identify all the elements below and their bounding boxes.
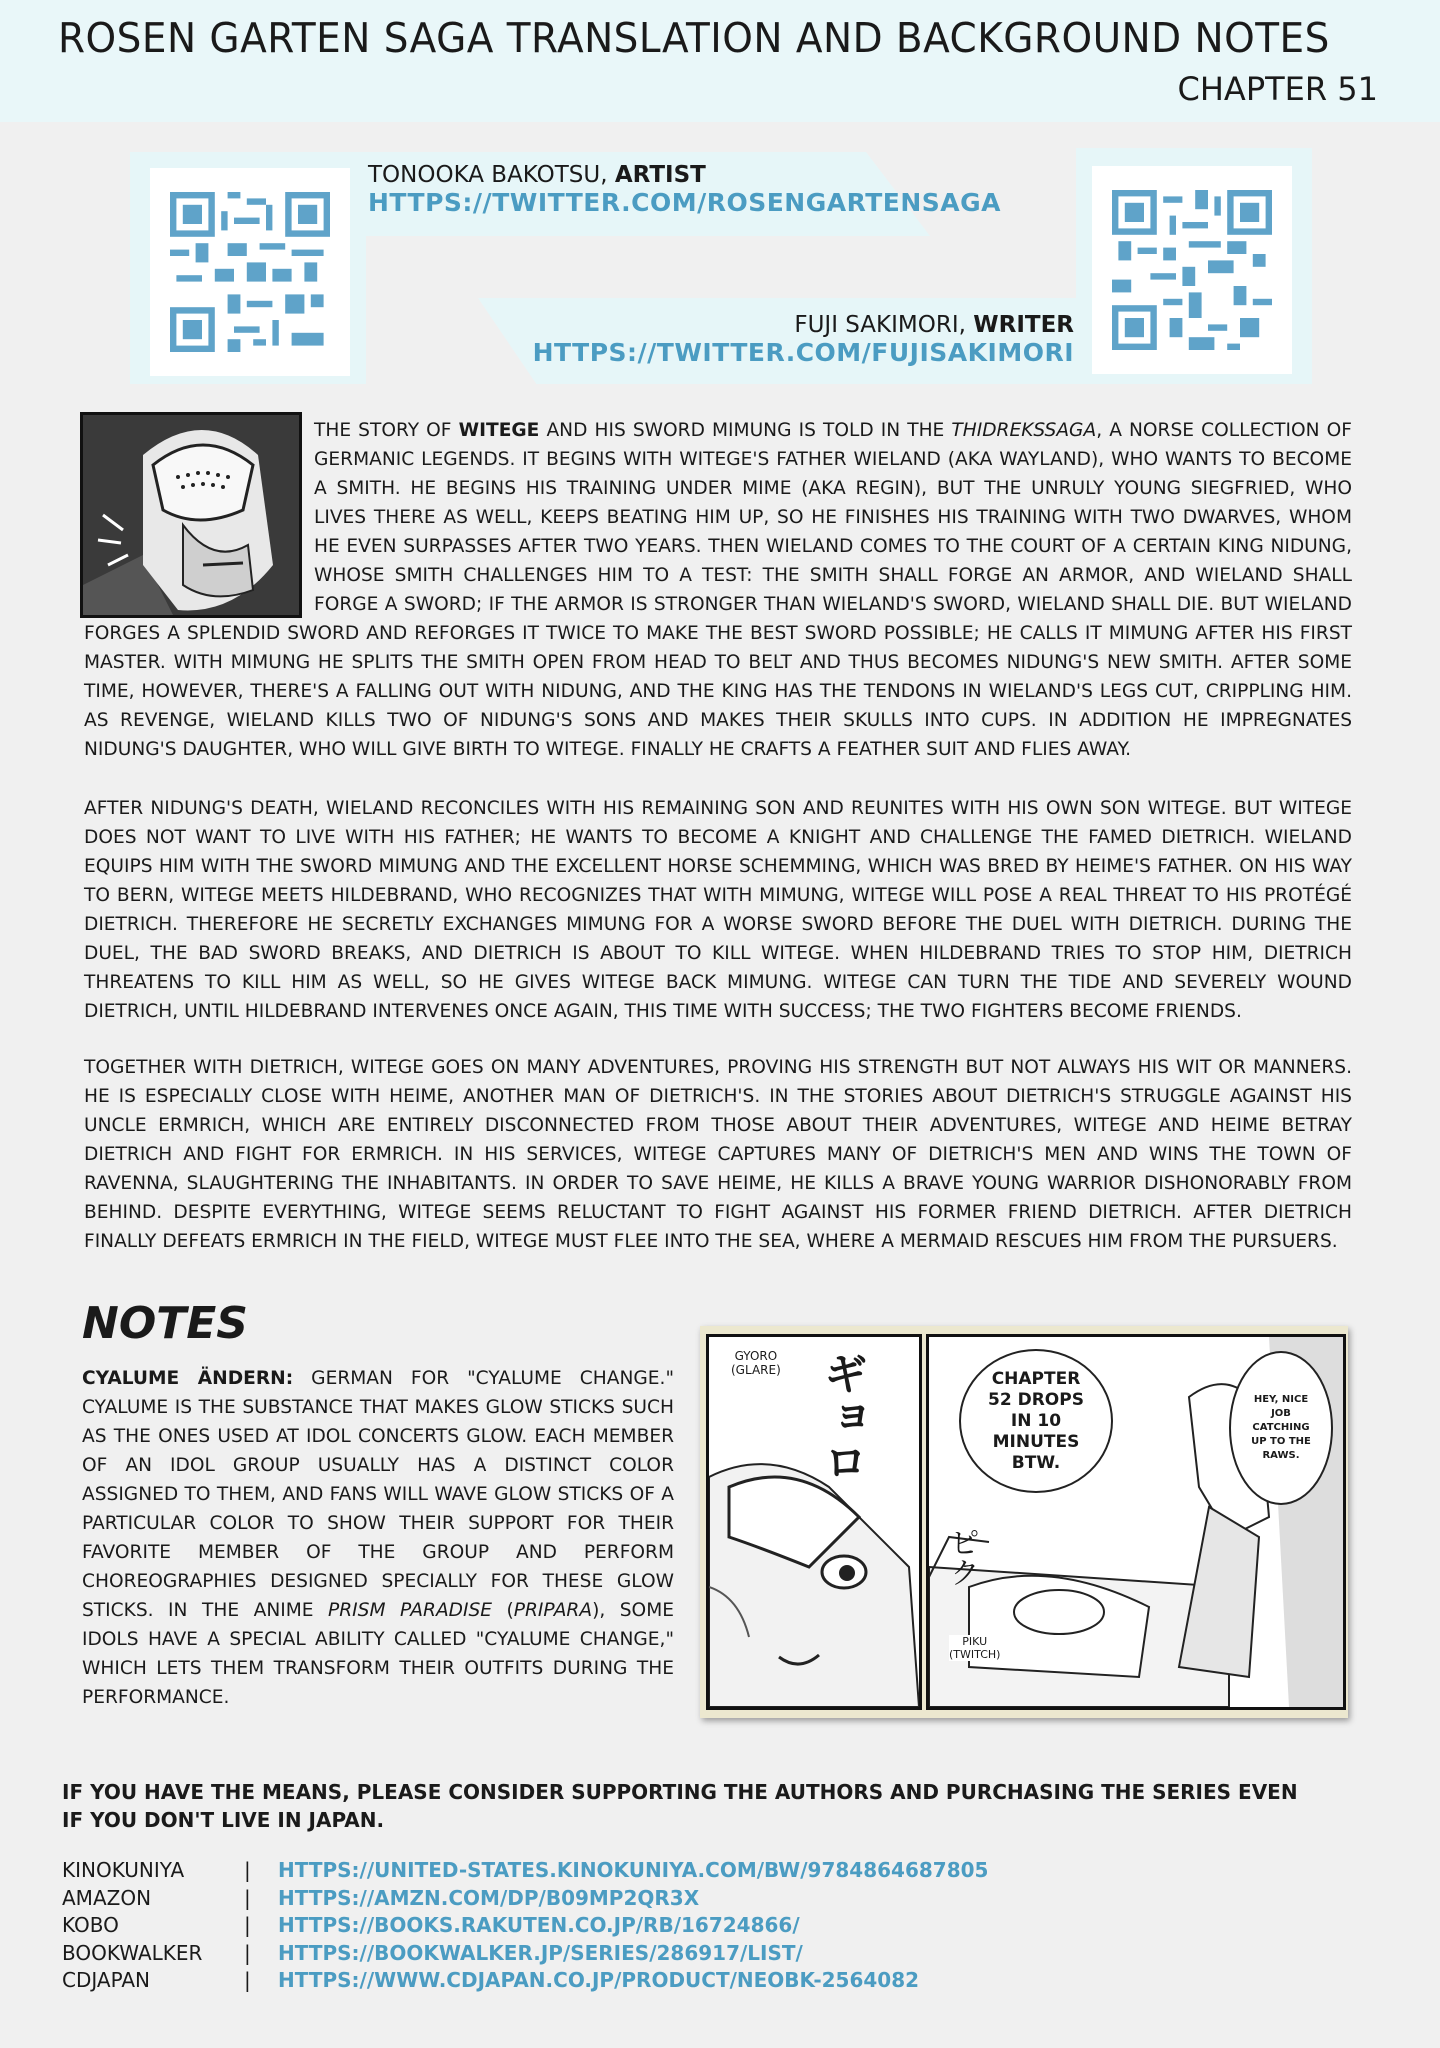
separator: |	[244, 1885, 251, 1910]
speech-bubble-side: HEY, NICE JOB CATCHING UP TO THE RAWS.	[1229, 1351, 1333, 1505]
store-name: KOBO	[62, 1913, 119, 1937]
artist-twitter-link[interactable]: HTTPS://TWITTER.COM/ROSENGARTENSAGA	[368, 188, 1001, 217]
page-title: ROSEN GARTEN SAGA TRANSLATION AND BACKGROUND NOTES	[58, 14, 1330, 62]
witege-name: WITEGE	[458, 420, 540, 441]
support-message: IF YOU HAVE THE MEANS, PLEASE CONSIDER SUPPORTING THE AUTHORS AND PURCHASING THE SERIES EVEN IF YOU DON'T LIVE IN JAPAN.	[62, 1780, 1298, 1832]
sfx-twitch-japanese: ピク	[944, 1527, 979, 1587]
store-name: KINOKUNIYA	[62, 1858, 185, 1882]
notes-entry-cyalume: CYALUME ÄNDERN: GERMAN FOR "CYALUME CHANGE." CYALUME IS THE SUBSTANCE THAT MAKES GLOW STICKS SUCH AS THE ONES USED AT IDOL CONCERTS GLOW. EACH MEMBER OF AN IDOL GROUP USUALLY HAS A DISTINCT COLOR ASSIGNED TO THEM, AND FANS WILL WAVE GLOW STICKS OF A PARTICULAR COLOR TO SHOW THEIR SUPPORT FOR THEIR FAVORITE MEMBER OF THE GROUP AND PERFORM CHOREOGRAPHIES DESIGNED SPECIALLY FOR THESE GLOW STICKS. IN THE ANIME PRISM PARADISE (PRIPARA), SOME IDOLS HAVE A SPECIAL ABILITY CALLED "CYALUME CHANGE," WHICH LETS THEM TRANSFORM THEIR OUTFITS DURING THE PERFORMANCE.	[82, 1368, 674, 1708]
writer-twitter-link[interactable]: HTTPS://TWITTER.COM/FUJISAKIMORI	[532, 338, 1074, 367]
chapter-label: CHAPTER 51	[1177, 70, 1378, 108]
manga-panel-image	[700, 1326, 1348, 1718]
store-name: BOOKWALKER	[62, 1940, 203, 1965]
background-paragraph-2: AFTER NIDUNG'S DEATH, WIELAND RECONCILES WITH HIS REMAINING SON AND REUNITES WITH HIS OWN SON WITEGE. BUT WITEGE DOES NOT WANT TO LIVE WITH HIS FATHER; HE WANTS TO BECOME A KNIGHT AND CHALLENGE THE FAMED DIETRICH. WIELAND EQUIPS HIM WITH THE SWORD MIMUNG AND THE EXCELLENT HORSE SCHEMMING, WHICH WAS BRED BY HEIME'S FATHER. ON HIS WAY TO BERN, WITEGE MEETS HILDEBRAND, WHO RECOGNIZES THAT WITH MIMUNG, WITEGE WILL POSE A REAL THREAT TO HIS PROTÉGÉ DIETRICH. THEREFORE HE SECRETLY EXCHANGES MIMUNG FOR A WORSE SWORD BEFORE THE DUEL WITH DIETRICH. DURING THE DUEL, THE BAD SWORD BREAKS, AND DIETRICH IS ABOUT TO KILL WITEGE. WHEN HILDEBRAND TRIES TO STOP HIM, DIETRICH THREATENS TO KILL HIM AS WELL, SO HE GIVES WITEGE BACK MIMUNG. WITEGE CAN TURN THE TIDE AND SEVERELY WOUND DIETRICH, UNTIL HILDEBRAND INTERVENES ONCE AGAIN, THIS TIME WITH SUCCESS; THE TWO FIGHTERS BECOME FRIENDS.	[84, 798, 1352, 1022]
qr-code-icon	[1112, 190, 1272, 350]
writer-credit	[533, 312, 1074, 367]
store-link[interactable]: HTTPS://WWW.CDJAPAN.CO.JP/PRODUCT/NEOBK-2564082	[278, 1968, 920, 1992]
writer-role: WRITER	[973, 312, 1074, 338]
speech-bubble-main: CHAPTER 52 DROPS IN 10 MINUTES BTW.	[959, 1349, 1113, 1493]
artist-name: TONOOKA BAKOTSU,	[368, 162, 608, 188]
separator: |	[244, 1940, 251, 1965]
store-name: CDJAPAN	[62, 1968, 151, 1992]
notes-term: CYALUME ÄNDERN:	[82, 1368, 294, 1389]
background-paragraph-1: THE STORY OF WITEGE AND HIS SWORD MIMUNG IS TOLD IN THE THIDREKSSAGA, A NORSE COLLECTION OF GERMANIC LEGENDS. IT BEGINS WITH WITEGE'S FATHER WIELAND (AKA WAYLAND), WHO WANTS TO BECOME A SMITH. HE BEGINS HIS TRAINING UNDER MIME (AKA REGIN), BUT THE UNRULY YOUNG SIEGFRIED, WHO LIVES THERE AS WELL, KEEPS BEATING HIM UP, SO HE FINISHES HIS TRAINING WITH TWO DWARVES, WHOM HE EVEN SURPASSES AFTER TWO YEARS. THEN WIELAND COMES TO THE COURT OF A CERTAIN KING NIDUNG, WHOSE SMITH CHALLENGES HIM TO A TEST: THE SMITH SHALL FORGE AN ARMOR, AND WIELAND SHALL FORGE A SWORD; IF THE ARMOR IS STRONGER THAN WIELAND'S SWORD, WIELAND SHALL DIE. BUT WIELAND FORGES A SPLENDID SWORD AND REFORGES IT TWICE TO MAKE THE BEST SWORD POSSIBLE; HE CALLS IT MIMUNG AFTER HIS FIRST MASTER. WITH MIMUNG HE SPLITS THE SMITH OPEN FROM HEAD TO BELT AND THUS BECOMES NIDUNG'S NEW SMITH. AFTER SOME TIME, HOWEVER, THERE'S A FALLING OUT WITH NIDUNG, AND THE KING HAS THE TENDONS IN WIELAND'S LEGS CUT, CRIPPLING HIM. AS REVENGE, WIELAND KILLS TWO OF NIDUNG'S SONS AND MAKES THEIR SKULLS INTO CUPS. IN ADDITION HE IMPREGNATES NIDUNG'S DAUGHTER, WHO WILL GIVE BIRTH TO WITEGE. FINALLY HE CRAFTS A FEATHER SUIT AND FLIES AWAY.	[84, 420, 1352, 760]
sfx-glare-japanese: ギョロ	[816, 1351, 867, 1483]
store-link[interactable]: HTTPS://UNITED-STATES.KINOKUNIYA.COM/BW/9784864687805	[278, 1858, 989, 1882]
store-link[interactable]: HTTPS://BOOKS.RAKUTEN.CO.JP/RB/16724866/	[278, 1913, 800, 1937]
sfx-glare-translation: GYORO (GLARE)	[731, 1349, 781, 1377]
artist-role: ARTIST	[614, 162, 706, 188]
separator: |	[244, 1858, 251, 1882]
artist-qr-code[interactable]	[150, 168, 350, 376]
store-name: AMAZON	[62, 1885, 152, 1910]
separator: |	[244, 1968, 251, 1992]
manga-panel-left	[706, 1334, 922, 1710]
page-header	[0, 0, 1440, 122]
writer-name: FUJI SAKIMORI,	[794, 312, 966, 338]
sfx-twitch-translation: PIKU (TWITCH)	[949, 1635, 1001, 1661]
qr-code-icon	[170, 192, 330, 352]
notes-heading: NOTES	[82, 1298, 248, 1349]
writer-qr-code[interactable]	[1092, 166, 1292, 374]
artist-credit	[368, 162, 1001, 217]
thidrekssaga-title: THIDREKSSAGA	[951, 420, 1097, 441]
separator: |	[244, 1913, 251, 1937]
store-link[interactable]: HTTPS://AMZN.COM/DP/B09MP2QR3X	[278, 1885, 700, 1910]
background-paragraph-3: TOGETHER WITH DIETRICH, WITEGE GOES ON MANY ADVENTURES, PROVING HIS STRENGTH BUT NOT ALWAYS HIS WIT OR MANNERS. HE IS ESPECIALLY CLOSE WITH HEIME, ANOTHER MAN OF DIETRICH'S. IN THE STORIES ABOUT DIETRICH'S STRUGGLE AGAINST HIS UNCLE ERMRICH, WHICH ARE ENTIRELY DISCONNECTED FROM THOSE ABOUT THEIR ADVENTURES, WITEGE AND HEIME BETRAY DIETRICH AND FIGHT FOR ERMRICH. IN HIS SERVICES, WITEGE CAPTURES MANY OF DIETRICH'S MEN AND WINS THE TOWN OF RAVENNA, SLAUGHTERING THE INHABITANTS. IN ORDER TO SAVE HEIME, HE KILLS A BRAVE YOUNG WARRIOR DISHONORABLY FROM BEHIND. DESPITE EVERYTHING, WITEGE SEEMS RELUCTANT TO FIGHT AGAINST HIS FORMER FRIEND DIETRICH. AFTER DIETRICH FINALLY DEFEATS ERMRICH IN THE FIELD, WITEGE MUST FLEE INTO THE SEA, WHERE A MERMAID RESCUES HIM FROM THE PURSUERS.	[84, 1057, 1352, 1252]
manga-panel-right	[926, 1334, 1346, 1710]
store-link[interactable]: HTTPS://BOOKWALKER.JP/SERIES/286917/LIST/	[278, 1940, 803, 1965]
